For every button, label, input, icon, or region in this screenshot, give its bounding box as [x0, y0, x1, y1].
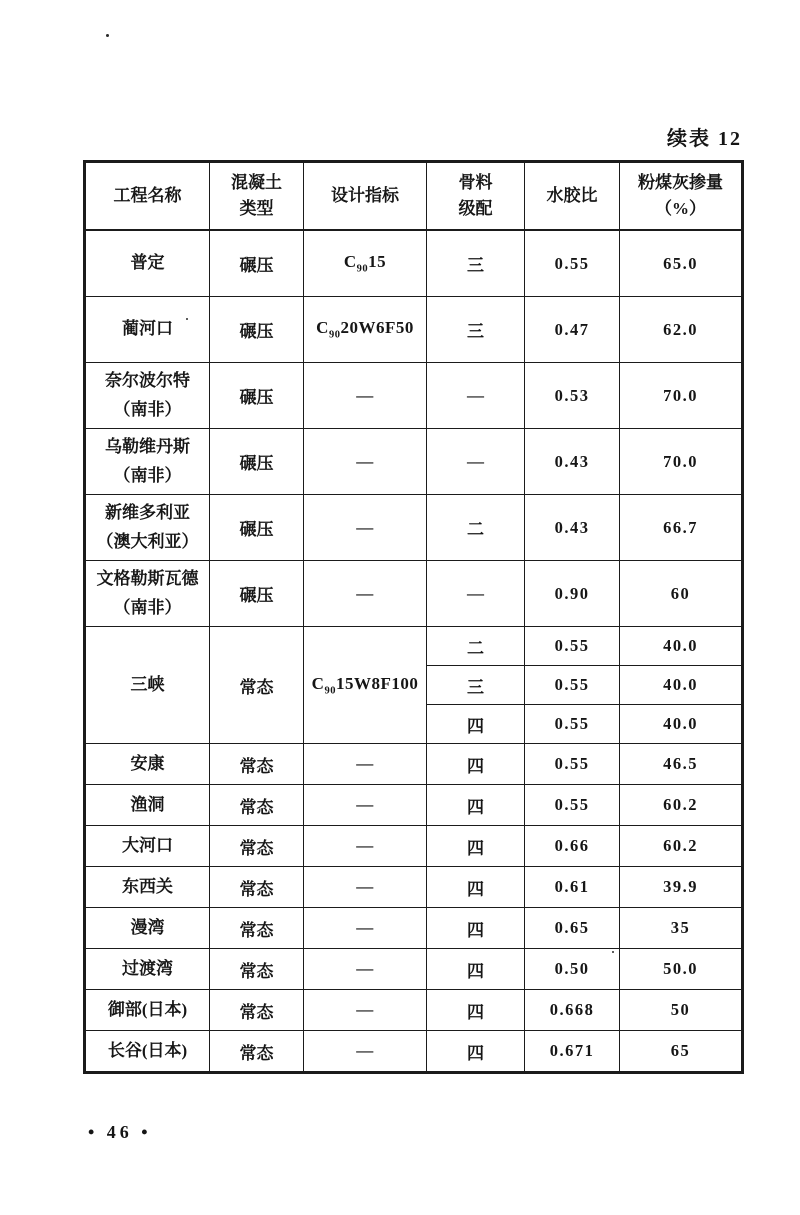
- cell-gradation: 四: [427, 990, 525, 1031]
- cell-water-binder-ratio: 0.55: [525, 785, 620, 826]
- table-row: [85, 429, 743, 495]
- cell-design-index: —: [304, 1031, 427, 1073]
- cell-concrete-type: 碾压: [210, 297, 304, 363]
- cell-project-name: 文格勒斯瓦德 （南非）: [85, 561, 210, 627]
- cell-concrete-type: 碾压: [210, 561, 304, 627]
- cell-water-binder-ratio: 0.671: [525, 1031, 620, 1073]
- cell-project-name: 蔺河口: [85, 297, 210, 363]
- table-row: [85, 908, 743, 949]
- cell-gradation: 三: [427, 230, 525, 297]
- cell-design-index: —: [304, 561, 427, 627]
- cell-flyash-content: 60.2: [620, 826, 743, 867]
- cell-concrete-type: 常态: [210, 1031, 304, 1073]
- page-number: • 46 •: [88, 1122, 152, 1142]
- cell-project-name: 漫湾: [85, 908, 210, 949]
- header-concrete-type: 混凝土 类型: [210, 162, 304, 231]
- cell-design-index: —: [304, 826, 427, 867]
- table-row: [85, 297, 743, 363]
- cell-gradation: 四: [427, 705, 525, 744]
- table-row: [85, 826, 743, 867]
- cell-flyash-content: 39.9: [620, 867, 743, 908]
- cell-project-name: 过渡湾: [85, 949, 210, 990]
- cell-gradation: —: [427, 561, 525, 627]
- cell-concrete-type: 常态: [210, 867, 304, 908]
- header-gradation: 骨料 级配: [427, 162, 525, 231]
- cell-design-index: —: [304, 363, 427, 429]
- cell-project-name: 大河口: [85, 826, 210, 867]
- cell-flyash-content: 62.0: [620, 297, 743, 363]
- cell-water-binder-ratio: 0.55: [525, 230, 620, 297]
- cell-water-binder-ratio: 0.61: [525, 867, 620, 908]
- table-row: [85, 627, 743, 666]
- cell-design-index: —: [304, 785, 427, 826]
- cell-flyash-content: 40.0: [620, 705, 743, 744]
- table-row: [85, 785, 743, 826]
- cell-flyash-content: 50: [620, 990, 743, 1031]
- cell-concrete-type: 常态: [210, 908, 304, 949]
- table-row: [85, 990, 743, 1031]
- cell-flyash-content: 70.0: [620, 429, 743, 495]
- table-row: [85, 363, 743, 429]
- cell-design-index: —: [304, 429, 427, 495]
- cell-gradation: 二: [427, 627, 525, 666]
- header-row: [85, 162, 743, 231]
- cell-flyash-content: 50.0: [620, 949, 743, 990]
- cell-gradation: 三: [427, 666, 525, 705]
- cell-flyash-content: 60: [620, 561, 743, 627]
- cell-gradation: 四: [427, 826, 525, 867]
- cell-gradation: 四: [427, 908, 525, 949]
- cell-gradation: —: [427, 429, 525, 495]
- cell-water-binder-ratio: 0.55: [525, 666, 620, 705]
- cell-water-binder-ratio: 0.43: [525, 429, 620, 495]
- cell-flyash-content: 70.0: [620, 363, 743, 429]
- cell-project-name: 御部(日本): [85, 990, 210, 1031]
- cell-project-name: 东西关: [85, 867, 210, 908]
- cell-project-name: 安康: [85, 744, 210, 785]
- cell-gradation: —: [427, 363, 525, 429]
- header-water-binder-ratio: 水胶比: [525, 162, 620, 231]
- cell-water-binder-ratio: 0.668: [525, 990, 620, 1031]
- cell-water-binder-ratio: 0.55: [525, 627, 620, 666]
- cell-design-index: —: [304, 495, 427, 561]
- cell-concrete-type: 常态: [210, 990, 304, 1031]
- cell-concrete-type: 碾压: [210, 495, 304, 561]
- cell-project-name: 新维多利亚 （澳大利亚）: [85, 495, 210, 561]
- scan-speck: [106, 34, 109, 37]
- cell-flyash-content: 65: [620, 1031, 743, 1073]
- cell-project-name: 乌勒维丹斯 （南非）: [85, 429, 210, 495]
- header-design-index: 设计指标: [304, 162, 427, 231]
- cell-flyash-content: 40.0: [620, 627, 743, 666]
- cell-water-binder-ratio: 0.50: [525, 949, 620, 990]
- table-row: [85, 744, 743, 785]
- cell-water-binder-ratio: 0.55: [525, 744, 620, 785]
- cell-concrete-type: 常态: [210, 627, 304, 744]
- cell-design-index: $C_{90}20W6F50$: [304, 297, 427, 363]
- cell-water-binder-ratio: 0.66: [525, 826, 620, 867]
- cell-design-index: $C_{90}15$: [304, 230, 427, 297]
- cell-flyash-content: 35: [620, 908, 743, 949]
- cell-gradation: 二: [427, 495, 525, 561]
- table-row: [85, 230, 743, 297]
- cell-concrete-type: 常态: [210, 826, 304, 867]
- table-row: [85, 495, 743, 561]
- cell-water-binder-ratio: 0.43: [525, 495, 620, 561]
- cell-concrete-type: 常态: [210, 785, 304, 826]
- data-table: [83, 160, 744, 1074]
- cell-concrete-type: 碾压: [210, 363, 304, 429]
- table-row: [85, 949, 743, 990]
- cell-design-index: —: [304, 908, 427, 949]
- header-project: 工程名称: [85, 162, 210, 231]
- cell-design-index: —: [304, 990, 427, 1031]
- table-header: [85, 162, 743, 231]
- cell-flyash-content: 60.2: [620, 785, 743, 826]
- cell-water-binder-ratio: 0.53: [525, 363, 620, 429]
- cell-project-name: 奈尔波尔特 （南非）: [85, 363, 210, 429]
- cell-flyash-content: 40.0: [620, 666, 743, 705]
- cell-water-binder-ratio: 0.55: [525, 705, 620, 744]
- cell-concrete-type: 常态: [210, 744, 304, 785]
- cell-flyash-content: 65.0: [620, 230, 743, 297]
- cell-concrete-type: 碾压: [210, 429, 304, 495]
- cell-design-index: $C_{90}15W8F100$: [304, 627, 427, 744]
- cell-gradation: 四: [427, 1031, 525, 1073]
- cell-design-index: —: [304, 744, 427, 785]
- cell-gradation: 四: [427, 949, 525, 990]
- table-row: [85, 561, 743, 627]
- table-row: [85, 867, 743, 908]
- cell-design-index: —: [304, 949, 427, 990]
- table-body: [85, 230, 743, 1073]
- cell-concrete-type: 常态: [210, 949, 304, 990]
- cell-project-name: 三峡: [85, 627, 210, 744]
- cell-gradation: 四: [427, 744, 525, 785]
- table-row: [85, 1031, 743, 1073]
- header-flyash-content: 粉煤灰掺量 （%）: [620, 162, 743, 231]
- cell-gradation: 四: [427, 785, 525, 826]
- cell-design-index: —: [304, 867, 427, 908]
- cell-gradation: 四: [427, 867, 525, 908]
- cell-water-binder-ratio: 0.47: [525, 297, 620, 363]
- cell-project-name: 普定: [85, 230, 210, 297]
- cell-concrete-type: 碾压: [210, 230, 304, 297]
- cell-project-name: 渔洞: [85, 785, 210, 826]
- table-caption: 续表 12: [667, 128, 742, 150]
- cell-project-name: 长谷(日本): [85, 1031, 210, 1073]
- cell-water-binder-ratio: 0.65: [525, 908, 620, 949]
- cell-water-binder-ratio: 0.90: [525, 561, 620, 627]
- cell-flyash-content: 66.7: [620, 495, 743, 561]
- cell-flyash-content: 46.5: [620, 744, 743, 785]
- cell-gradation: 三: [427, 297, 525, 363]
